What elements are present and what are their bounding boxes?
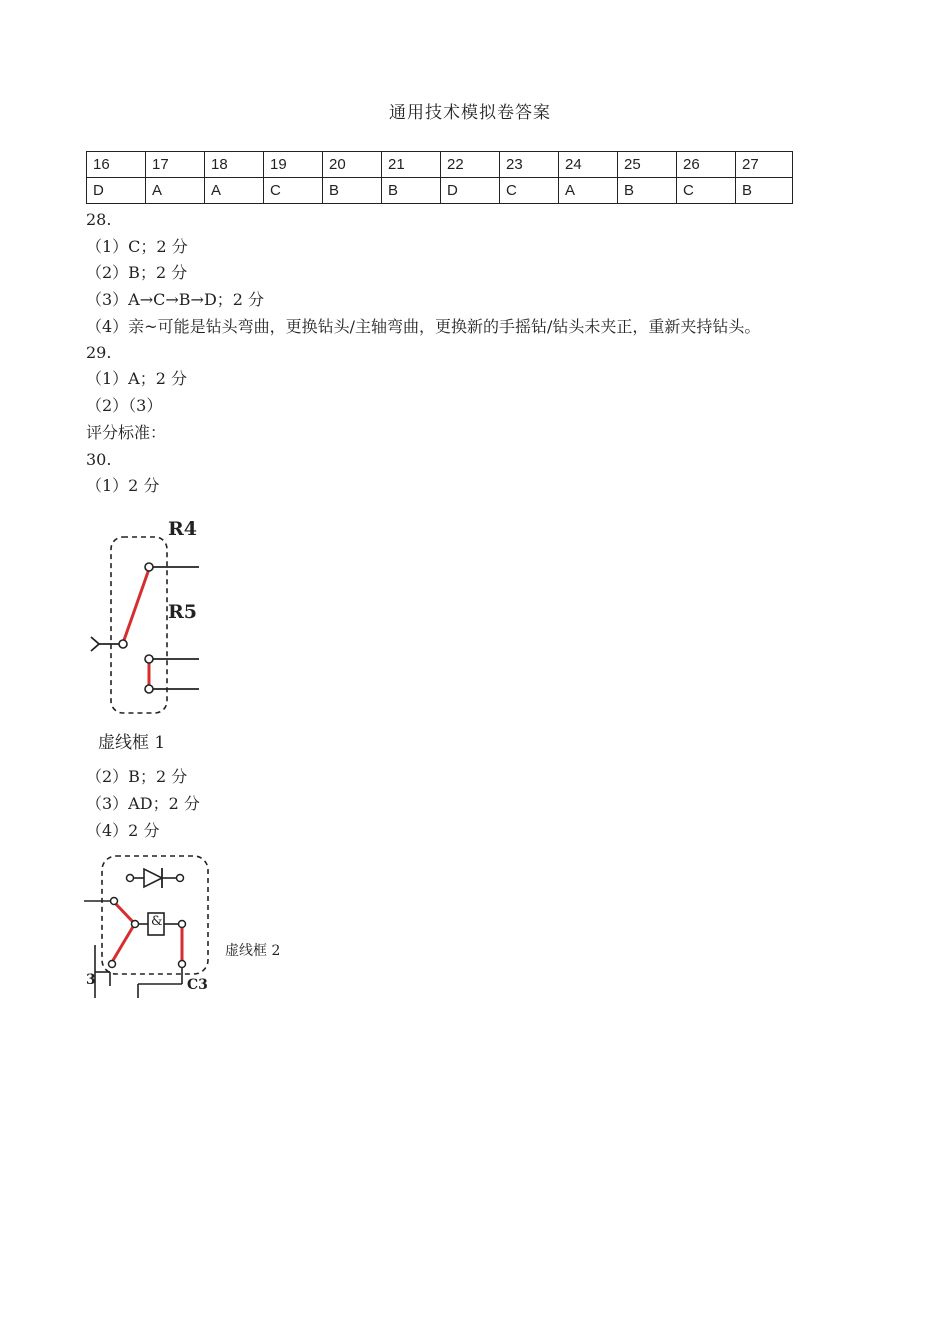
table-cell: D [441, 178, 500, 204]
terminal [111, 898, 118, 905]
q30-item-4: （4）2 分 [86, 821, 160, 840]
table-cell: D [87, 178, 146, 204]
table-cell: 27 [736, 152, 793, 178]
label-r5: R5 [168, 601, 198, 623]
table-cell: 19 [264, 152, 323, 178]
terminal [119, 640, 127, 648]
answer-table [86, 151, 793, 204]
terminal [132, 921, 139, 928]
table-cell: 22 [441, 152, 500, 178]
q29-heading: 29. [86, 343, 112, 362]
table-cell: C [264, 178, 323, 204]
table-cell: B [736, 178, 793, 204]
q28-heading: 28. [86, 210, 112, 229]
table-cell: 18 [205, 152, 264, 178]
q28-item-4: （4）亲~可能是钻头弯曲，更换钻头/主轴弯曲，更换新的手摇钻/钻头未夹正，重新夹持钻头。 [86, 317, 761, 336]
terminal [145, 563, 153, 571]
q29-item-2: （2）（3） [86, 396, 163, 415]
table-row-numbers [87, 152, 793, 178]
table-cell: 17 [146, 152, 205, 178]
table-cell: 26 [677, 152, 736, 178]
q30-item-3: （3）AD；2 分 [86, 794, 200, 813]
q29-item-1: （1）A；2 分 [86, 369, 188, 388]
table-cell: 21 [382, 152, 441, 178]
table-cell: B [382, 178, 441, 204]
label-c3: C3 [187, 977, 208, 993]
terminal [145, 685, 153, 693]
table-cell: A [205, 178, 264, 204]
table-cell: B [323, 178, 382, 204]
dashed-box-1 [111, 537, 167, 713]
table-cell: 23 [500, 152, 559, 178]
terminal [127, 875, 134, 882]
q28-item-1: （1）C；2 分 [86, 237, 188, 256]
q30-item-1: （1）2 分 [86, 476, 160, 495]
label-r4: R4 [168, 518, 198, 540]
table-cell: C [677, 178, 736, 204]
circuit-figure-1 [85, 515, 225, 720]
q30-heading: 30. [86, 450, 112, 469]
q30-item-2: （2）B；2 分 [86, 767, 188, 786]
table-cell: C [500, 178, 559, 204]
terminal [109, 961, 116, 968]
q28-item-3: （3）A→C→B→D；2 分 [86, 290, 265, 309]
table-cell: 25 [618, 152, 677, 178]
label-3: 3 [86, 972, 96, 988]
figure-2-caption: 虚线框 2 [225, 943, 281, 959]
table-cell: A [146, 178, 205, 204]
red-wire-top [114, 902, 134, 923]
page-title: 通用技术模拟卷答案 [389, 103, 551, 123]
q28-item-2: （2）B；2 分 [86, 263, 188, 282]
terminal [179, 921, 186, 928]
table-row-answers [87, 178, 793, 204]
terminal [179, 961, 186, 968]
table-cell: 20 [323, 152, 382, 178]
red-wire-switch [123, 569, 149, 643]
figure-1-caption: 虚线框 1 [98, 733, 166, 753]
table-cell: A [559, 178, 618, 204]
diode-icon [144, 869, 162, 887]
terminal [145, 655, 153, 663]
table-cell: B [618, 178, 677, 204]
table-cell: 16 [87, 152, 146, 178]
terminal [177, 875, 184, 882]
red-wire-diagonal [112, 925, 134, 962]
table-cell: 24 [559, 152, 618, 178]
and-gate-symbol: & [151, 914, 163, 929]
input-arrow [91, 637, 99, 651]
q29-scoring-label: 评分标准： [86, 423, 167, 442]
